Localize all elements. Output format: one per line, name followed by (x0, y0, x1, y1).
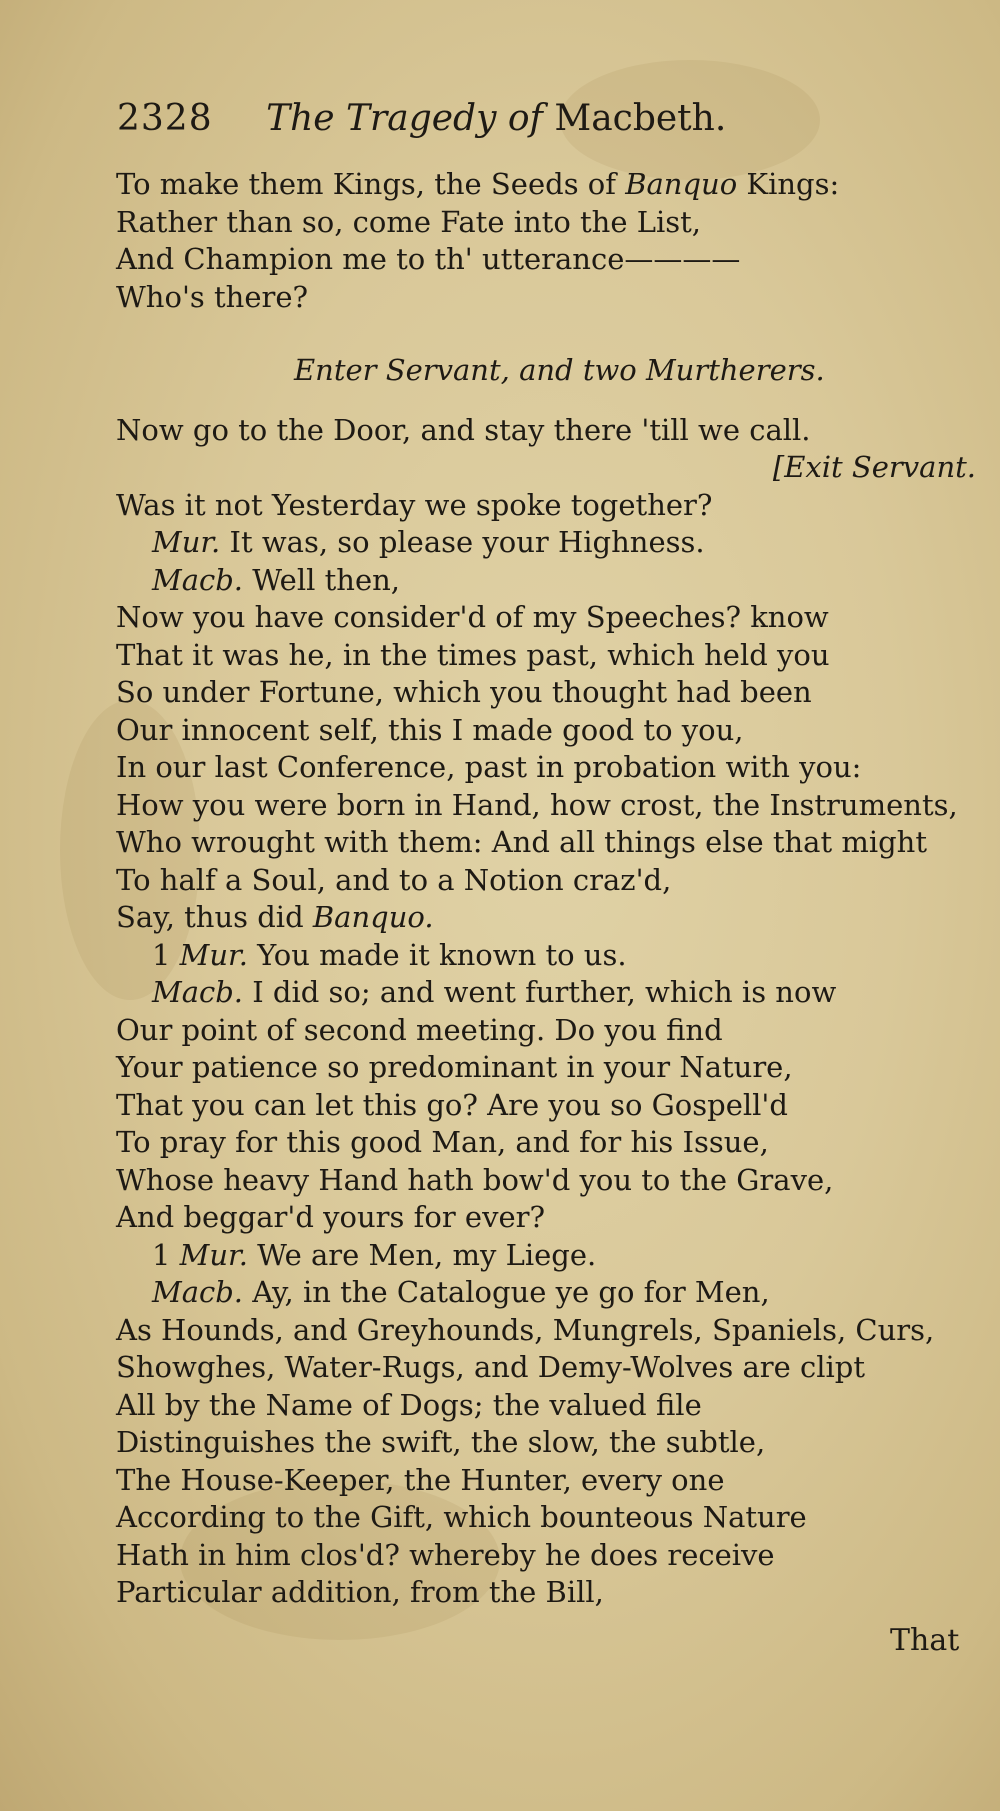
verse-line: According to the Gift, which bounteous Nature (116, 1500, 807, 1534)
speaker-name: Mur. (179, 937, 248, 972)
speaker-name: Mur. (152, 525, 221, 559)
verse-line: So under Fortune, which you thought had been (116, 675, 812, 709)
verse-line: That it was he, in the times past, which held you (116, 637, 830, 672)
verse-line (116, 166, 976, 204)
exit-direction: [Exit Servant. (772, 450, 976, 484)
speaker-name: Macb. (152, 562, 244, 597)
speaker-name: Macb. (152, 975, 244, 1009)
verse-line: Now go to the Door, and stay there 'till we call. (116, 412, 811, 447)
verse-line: Hath in him clos'd? whereby he does receive (116, 1537, 775, 1572)
spacer (116, 316, 976, 346)
text-run: It was, so please your Highness. (220, 525, 705, 559)
stage-direction: Enter Servant, and two Murtherers. (294, 353, 825, 387)
verse-line: And beggar'd yours for ever? (116, 1200, 546, 1234)
verse-line: That you can let this go? Are you so Gospell'd (116, 1087, 788, 1122)
verse-line: Distinguishes the swift, the slow, the subtle, (116, 1425, 766, 1459)
text-run: Well then, (243, 562, 400, 597)
verse-line: Our innocent self, this I made good to you, (116, 712, 744, 747)
speech-line (116, 937, 976, 975)
verse-line: All by the Name of Dogs; the valued file (116, 1387, 702, 1422)
verse-line: The House-Keeper, the Hunter, every one (116, 1462, 725, 1497)
verse-line: Now you have consider'd of my Speeches? know (116, 600, 829, 634)
speech-line (116, 1237, 976, 1275)
verse-line: Your patience so predominant in your Nature, (116, 1050, 793, 1084)
speech-line (116, 524, 976, 562)
text-run: Say, thus did (116, 900, 313, 934)
verse-line: Particular addition, from the Bill, (116, 1575, 604, 1609)
verse-line: Whose heavy Hand hath bow'd you to the Grave, (116, 1162, 834, 1197)
verse-line: How you were born in Hand, how crost, the Instruments, (116, 787, 958, 822)
play-text (116, 166, 976, 1612)
text-run: 1 (152, 1237, 180, 1272)
speech-line (116, 974, 976, 1012)
text-run: Banquo (625, 167, 738, 201)
text-run: 1 (152, 937, 180, 972)
verse-line: And Champion me to th' utterance———— (116, 242, 741, 276)
text-run: Kings: (737, 167, 840, 201)
speaker-name: Mur. (179, 1237, 248, 1272)
catchword: That (890, 1623, 960, 1658)
verse-line: Who's there? (116, 279, 309, 314)
text-run: You made it known to us. (247, 937, 627, 972)
verse-line: Was it not Yesterday we spoke together? (116, 487, 713, 522)
text-run: Banquo. (312, 900, 434, 934)
verse-line: To pray for this good Man, and for his Issue, (116, 1125, 769, 1159)
verse-line: As Hounds, and Greyhounds, Mungrels, Spaniels, Curs, (116, 1312, 935, 1347)
page-number: 2328 (117, 98, 213, 139)
verse-line: Our point of second meeting. Do you find (116, 1012, 723, 1047)
speech-line (116, 562, 976, 600)
text-run: To make them Kings, the Seeds of (116, 167, 626, 201)
header-title-italic: The Tragedy of (266, 98, 543, 139)
verse-line: Showghes, Water-Rugs, and Demy-Wolves are clipt (116, 1350, 866, 1384)
speaker-name: Macb. (152, 1275, 244, 1309)
speech-line (116, 1274, 976, 1312)
verse-line: Who wrought with them: And all things else that might (116, 825, 927, 859)
verse-line: In our last Conference, past in probation with you: (116, 750, 862, 784)
verse-line: Rather than so, come Fate into the List, (116, 204, 701, 239)
verse-line: To half a Soul, and to a Notion craz'd, (116, 862, 672, 897)
running-header (117, 98, 726, 139)
text-run: I did so; and went further, which is now (243, 975, 837, 1009)
text-run: Ay, in the Catalogue ye go for Men, (243, 1275, 770, 1309)
text-run: We are Men, my Liege. (247, 1237, 597, 1272)
verse-line (116, 899, 976, 937)
header-title-roman: Macbeth. (554, 98, 727, 139)
